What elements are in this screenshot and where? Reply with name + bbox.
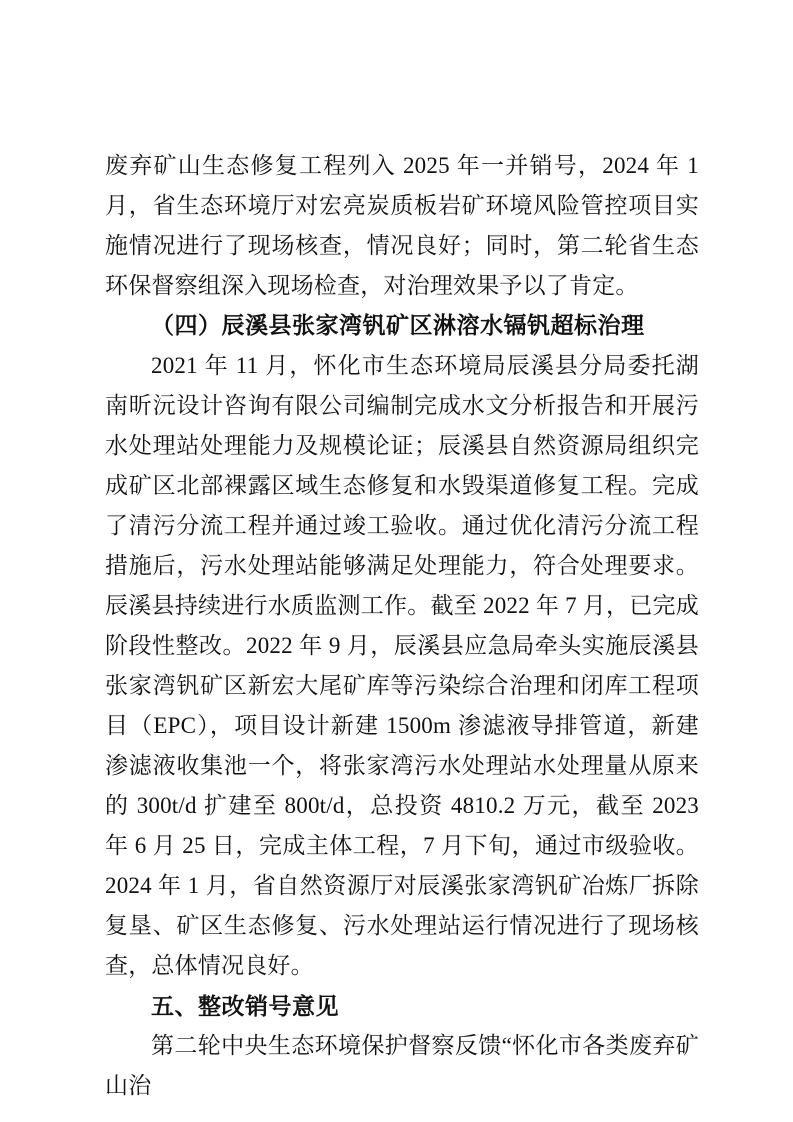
section-heading-four: （四）辰溪县张家湾钒矿区淋溶水镉钒超标治理: [151, 313, 645, 338]
chapter-heading-five: 五、整改销号意见: [151, 993, 339, 1019]
paragraph-body-truncated: 第二轮中央生态环境保护督察反馈“怀化市各类废弃矿山治: [105, 1033, 699, 1098]
document-content-area: [105, 146, 699, 1106]
paragraph-continuation: 废弃矿山生态修复工程列入 2025 年一并销号，2024 年 1 月，省生态环境厅对宏亮炭质板岩矿环境风险管控项目实施情况进行了现场核查，情况良好；同时，第二轮省生态环保督察组深入现场检查，对治理效果予以了肯定。: [105, 153, 699, 298]
paragraph-body: 2021 年 11 月，怀化市生态环境局辰溪县分局委托湖南昕沅设计咨询有限公司编制完成水文分析报告和开展污水处理站处理能力及规模论证；辰溪县自然资源局组织完成矿区北部裸露区域生态修复和水毁渠道修复工程。完成了清污分流工程并通过竣工验收。通过优化清污分流工程措施后，污水处理站能够满足处理能力，符合处理要求。辰溪县持续进行水质监测工作。截至 2022 年 7 月，已完成阶段性整改。2022 年 9 月，辰溪县应急局牵头实施辰溪县张家湾钒矿区新宏大尾矿库等污染综合治理和闭库工程项目（EPC），项目设计新建 1500m 渗滤液导排管道，新建渗滤液收集池一个，将张家湾污水处理站水处理量从原来的 300t/d 扩建至 800t/d，总投资 4810.2 万元，截至 2023 年 6 月 25 日，完成主体工程，7 月下旬，通过市级验收。2024 年 1 月，省自然资源厅对辰溪张家湾钒矿冶炼厂拆除复垦、矿区生态修复、污水处理站运行情况进行了现场核查，总体情况良好。: [105, 353, 699, 978]
